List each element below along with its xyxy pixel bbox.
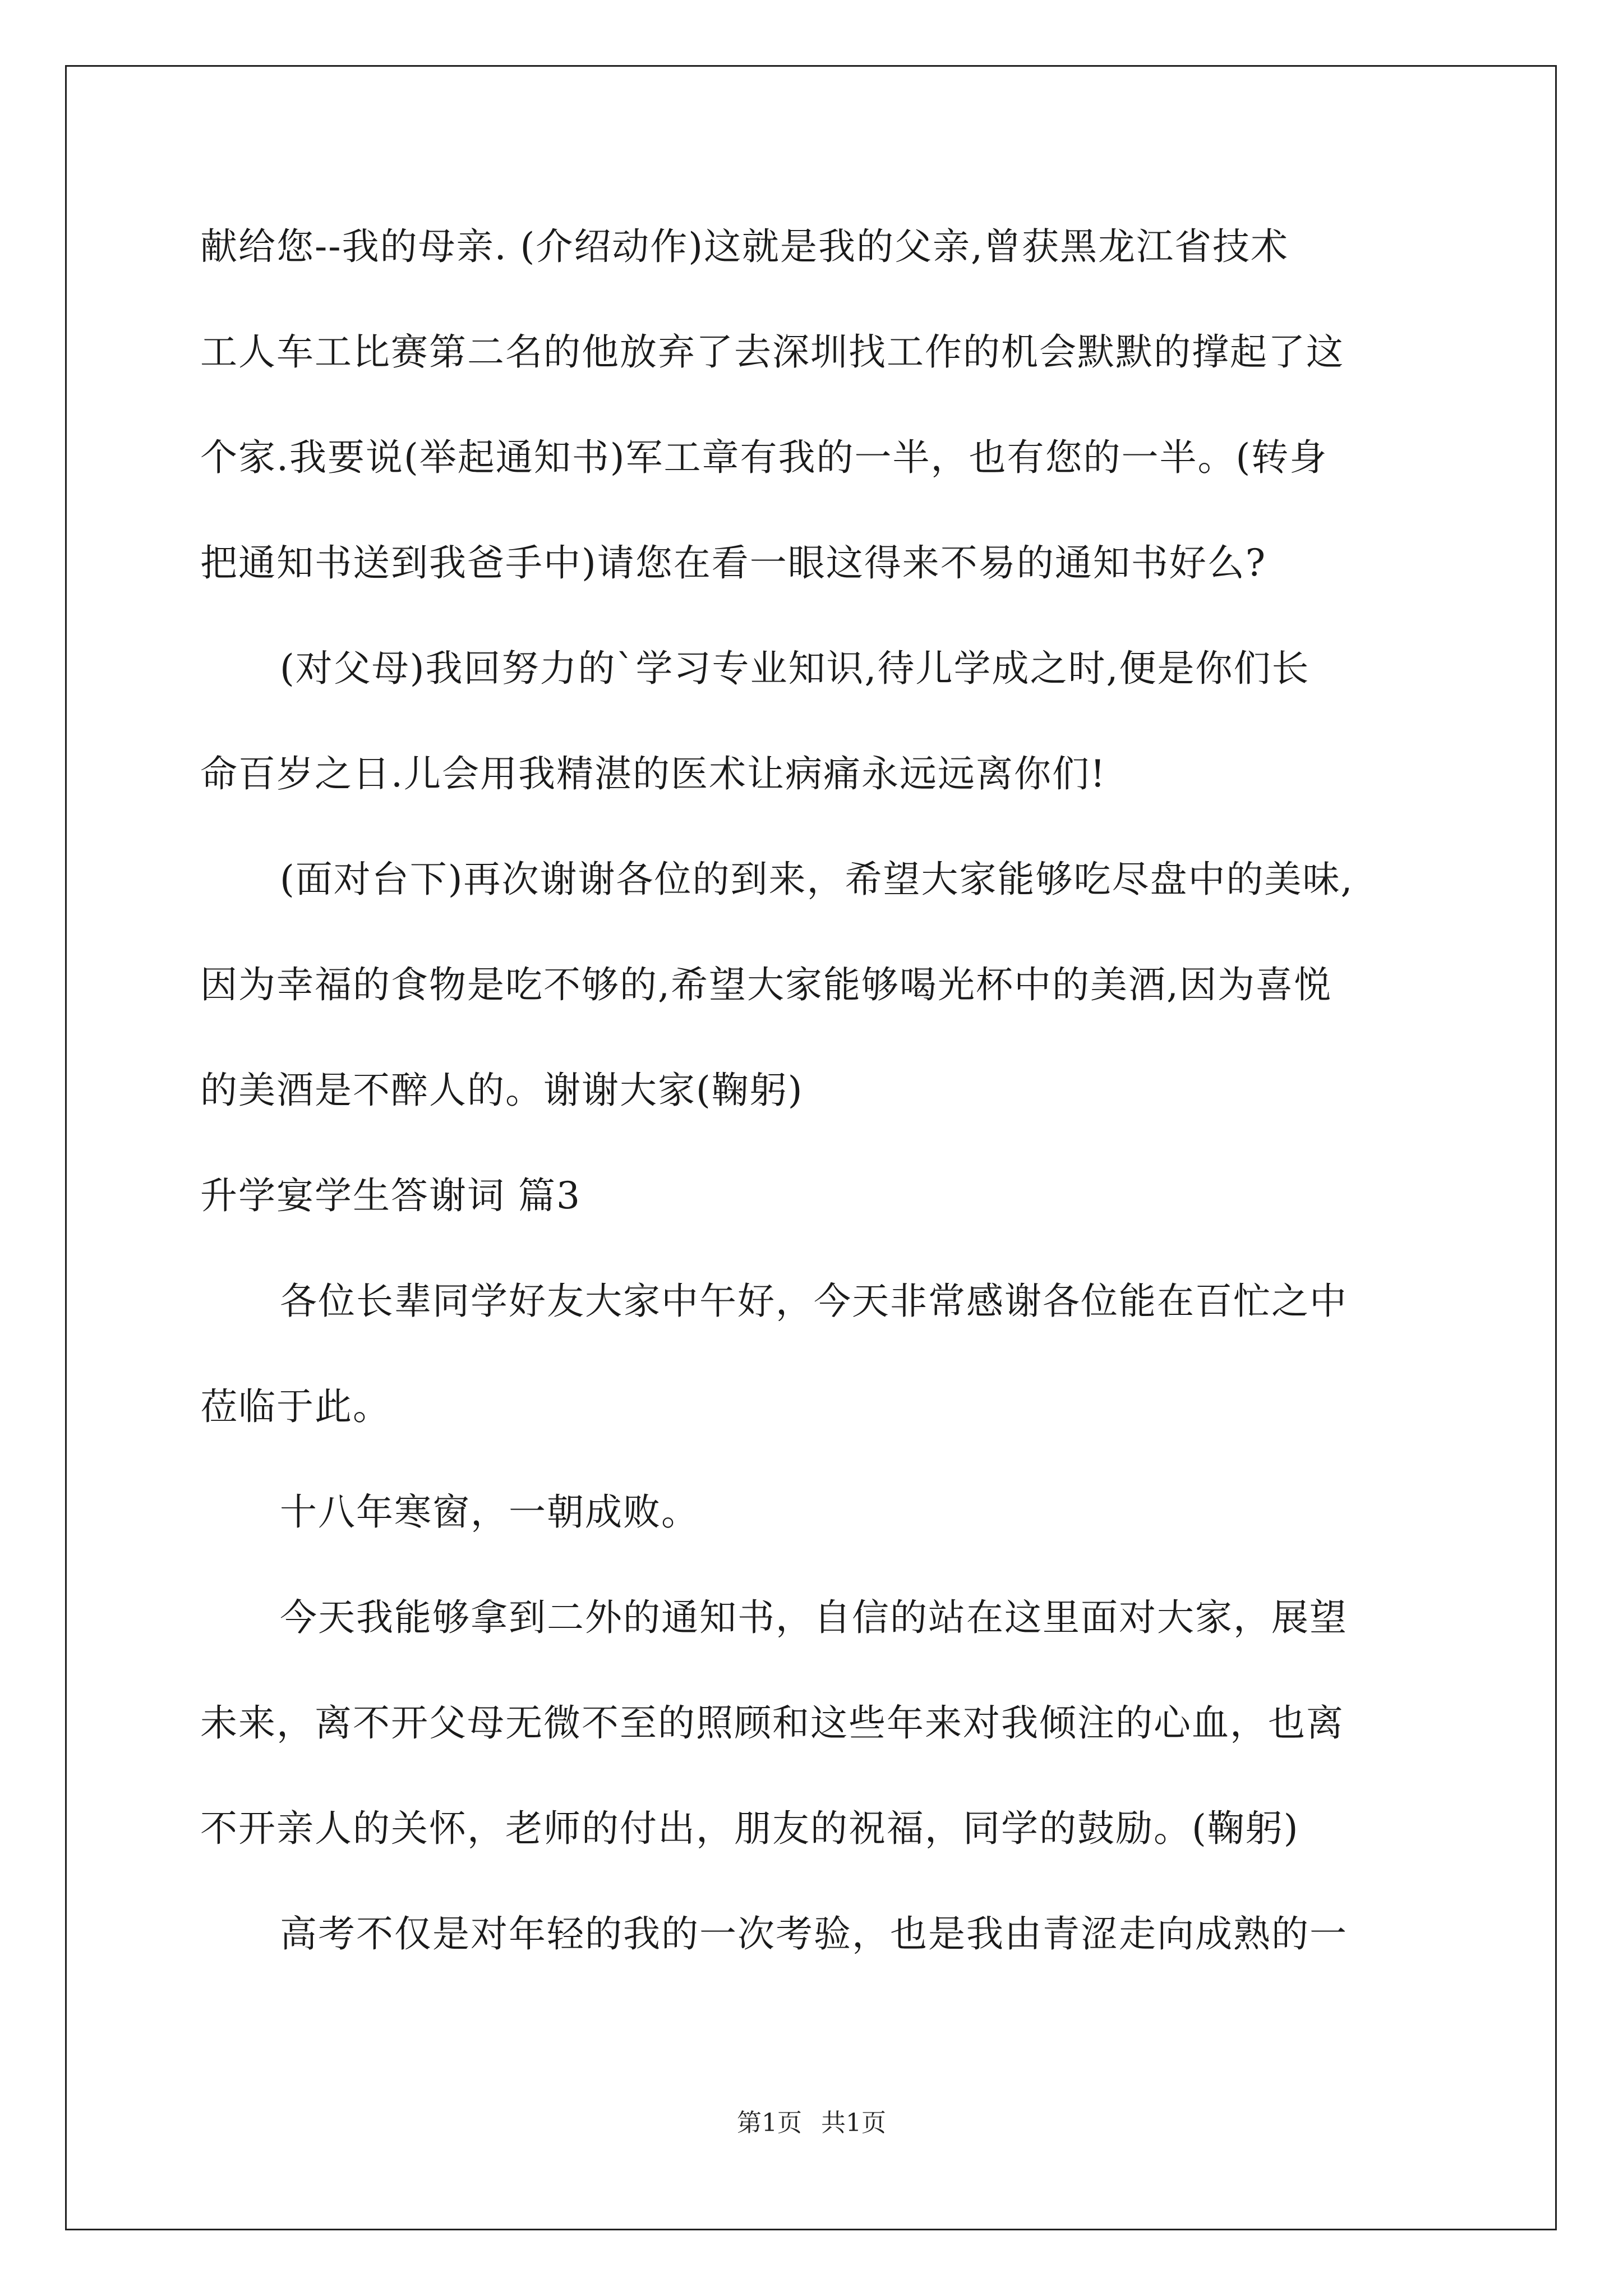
text-line: 个家.我要说(举起通知书)军工章有我的一半，也有您的一半。(转身: [200, 436, 1328, 479]
text-line: 的美酒是不醉人的。谢谢大家(鞠躬): [200, 1069, 804, 1112]
text-line: 不开亲人的关怀，老师的付出，朋友的祝福，同学的鼓励。(鞠躬): [200, 1807, 1299, 1850]
text-line: 工人车工比赛第二名的他放弃了去深圳找工作的机会默默的撑起了这: [200, 330, 1344, 374]
page-number: 第1页: [737, 2109, 802, 2137]
text-line: 十八年寒窗，一朝成败。: [280, 1490, 699, 1534]
text-line: (对父母)我回努力的`学习专业知识,待儿学成之时,便是你们长: [280, 647, 1310, 690]
page-border: [65, 65, 1557, 2230]
text-line: 今天我能够拿到二外的通知书，自信的站在这里面对大家，展望: [280, 1596, 1348, 1639]
text-line: 把通知书送到我爸手中)请您在看一眼这得来不易的通知书好么?: [200, 541, 1267, 585]
page-total: 共1页: [821, 2109, 886, 2137]
text-line: 献给您--我的母亲. (介绍动作)这就是我的父亲,曾获黑龙江省技术: [200, 225, 1289, 268]
text-line: (面对台下)再次谢谢各位的到来，希望大家能够吃尽盘中的美味,: [280, 858, 1354, 901]
text-line: 命百岁之日.儿会用我精湛的医术让病痛永远远离你们!: [200, 752, 1106, 795]
text-line: 莅临于此。: [200, 1385, 391, 1428]
section-heading: 升学宴学生答谢词 篇3: [200, 1174, 581, 1217]
text-line: 未来，离不开父母无微不至的照顾和这些年来对我倾注的心血，也离: [200, 1701, 1344, 1745]
text-line: 因为幸福的食物是吃不够的,希望大家能够喝光杯中的美酒,因为喜悦: [200, 963, 1332, 1006]
text-line: 各位长辈同学好友大家中午好，今天非常感谢各位能在百忙之中: [280, 1280, 1348, 1323]
text-line: 高考不仅是对年轻的我的一次考验，也是我由青涩走向成熟的一: [280, 1912, 1348, 1955]
page-footer: [0, 2108, 1623, 2139]
